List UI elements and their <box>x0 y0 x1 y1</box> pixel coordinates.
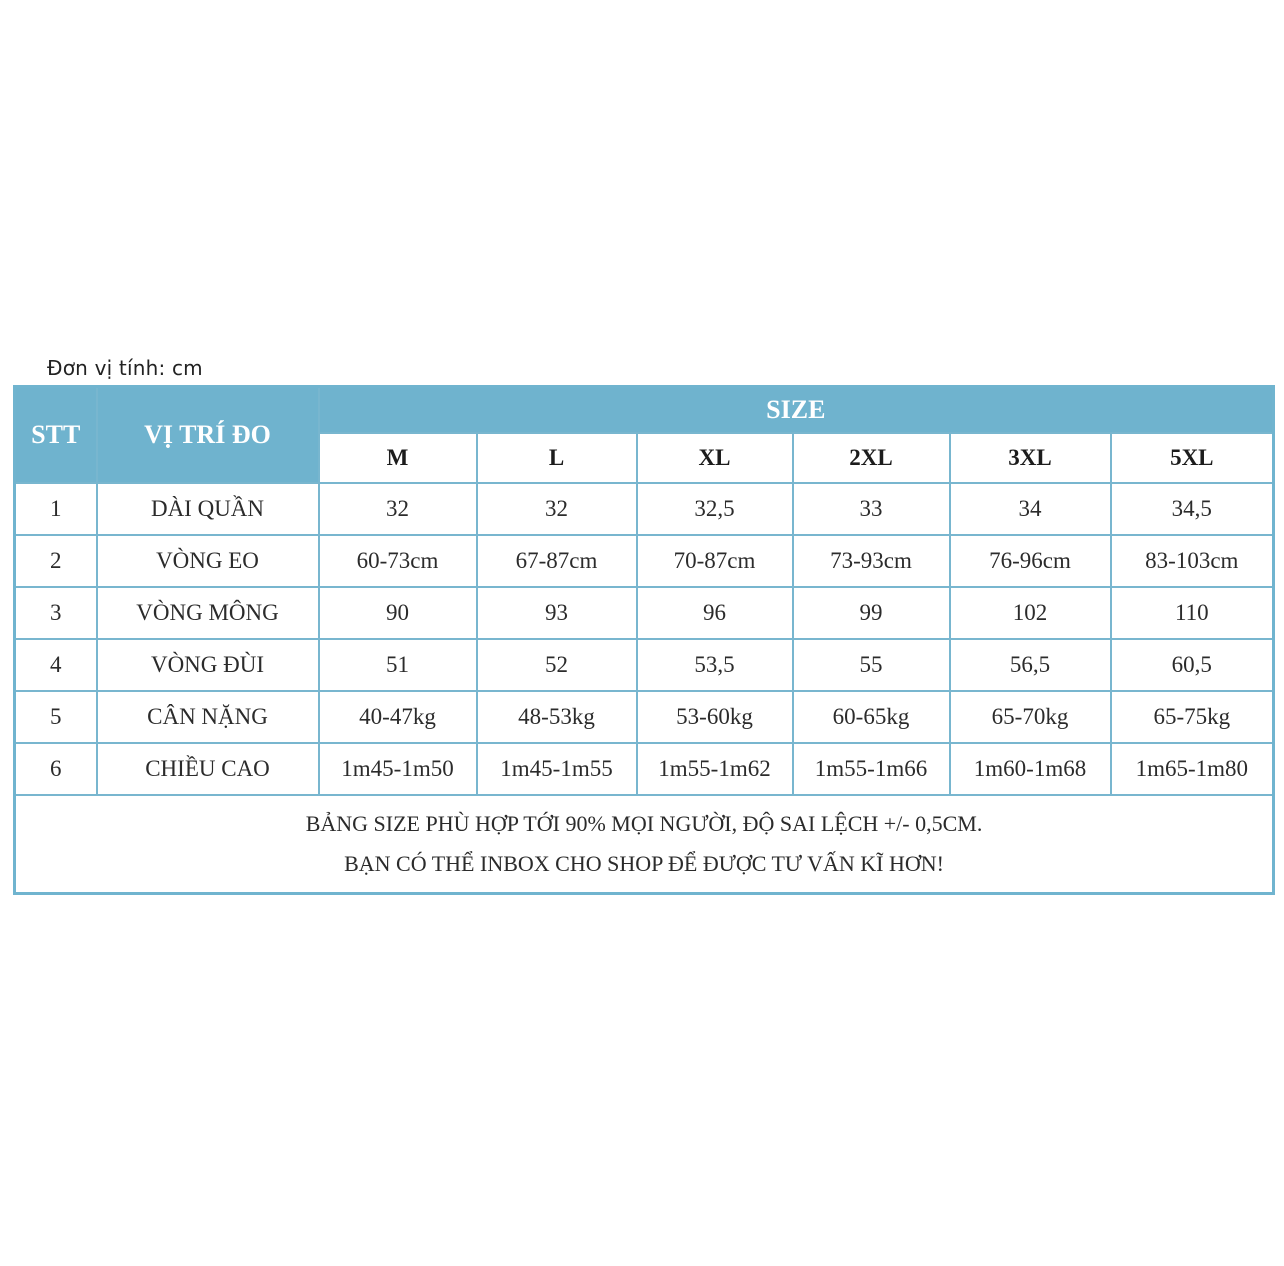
measure-value: 1m55-1m62 <box>637 743 793 795</box>
measure-value: 51 <box>319 639 477 691</box>
table-row <box>15 483 1274 535</box>
measure-value: 1m45-1m55 <box>477 743 637 795</box>
table-row <box>15 691 1274 743</box>
row-number: 4 <box>15 639 97 691</box>
measure-value: 52 <box>477 639 637 691</box>
unit-label: Đơn vị tính: cm <box>47 356 203 380</box>
size-label: L <box>477 433 637 483</box>
measure-value: 60-73cm <box>319 535 477 587</box>
measure-value: 67-87cm <box>477 535 637 587</box>
measure-value: 90 <box>319 587 477 639</box>
measure-value: 34 <box>950 483 1111 535</box>
note-line-1: BẢNG SIZE PHÙ HỢP TỚI 90% MỌI NGƯỜI, ĐỘ SAI LỆCH +/- 0,5CM. <box>305 810 983 836</box>
measure-value: 96 <box>637 587 793 639</box>
measure-value: 40-47kg <box>319 691 477 743</box>
table-row <box>15 743 1274 795</box>
measure-value: 83-103cm <box>1111 535 1274 587</box>
note-cell <box>15 795 1274 894</box>
measure-value: 60,5 <box>1111 639 1274 691</box>
measure-value: 1m65-1m80 <box>1111 743 1274 795</box>
measure-value: 48-53kg <box>477 691 637 743</box>
size-label: 2XL <box>793 433 950 483</box>
measure-value: 65-70kg <box>950 691 1111 743</box>
measure-value: 60-65kg <box>793 691 950 743</box>
header-stt: STT <box>15 387 97 483</box>
table-row <box>15 639 1274 691</box>
measure-value: 110 <box>1111 587 1274 639</box>
measure-value: 73-93cm <box>793 535 950 587</box>
table-row <box>15 587 1274 639</box>
measure-name: VÒNG EO <box>97 535 319 587</box>
measure-value: 1m55-1m66 <box>793 743 950 795</box>
measure-name: CHIỀU CAO <box>97 743 319 795</box>
measure-value: 70-87cm <box>637 535 793 587</box>
header-position: VỊ TRÍ ĐO <box>97 387 319 483</box>
measure-value: 53,5 <box>637 639 793 691</box>
measure-name: VÒNG MÔNG <box>97 587 319 639</box>
row-number: 3 <box>15 587 97 639</box>
measure-value: 32 <box>319 483 477 535</box>
measure-value: 93 <box>477 587 637 639</box>
row-number: 2 <box>15 535 97 587</box>
measure-value: 102 <box>950 587 1111 639</box>
row-number: 6 <box>15 743 97 795</box>
measure-value: 32 <box>477 483 637 535</box>
table-row <box>15 535 1274 587</box>
size-label: M <box>319 433 477 483</box>
measure-value: 34,5 <box>1111 483 1274 535</box>
measure-value: 32,5 <box>637 483 793 535</box>
note-line-2: BẠN CÓ THỂ INBOX CHO SHOP ĐỂ ĐƯỢC TƯ VẤN KĨ HƠN! <box>344 850 944 876</box>
row-number: 5 <box>15 691 97 743</box>
size-chart-table <box>13 385 1275 895</box>
measure-value: 55 <box>793 639 950 691</box>
size-label: 3XL <box>950 433 1111 483</box>
size-label: XL <box>637 433 793 483</box>
note-row <box>15 795 1274 894</box>
measure-value: 53-60kg <box>637 691 793 743</box>
size-label: 5XL <box>1111 433 1274 483</box>
row-number: 1 <box>15 483 97 535</box>
measure-value: 33 <box>793 483 950 535</box>
measure-value: 76-96cm <box>950 535 1111 587</box>
measure-name: CÂN NẶNG <box>97 691 319 743</box>
measure-name: DÀI QUẦN <box>97 483 319 535</box>
measure-value: 1m60-1m68 <box>950 743 1111 795</box>
measure-value: 99 <box>793 587 950 639</box>
header-row <box>15 387 1274 433</box>
measure-value: 1m45-1m50 <box>319 743 477 795</box>
header-size: SIZE <box>319 387 1274 433</box>
measure-name: VÒNG ĐÙI <box>97 639 319 691</box>
measure-value: 65-75kg <box>1111 691 1274 743</box>
measure-value: 56,5 <box>950 639 1111 691</box>
